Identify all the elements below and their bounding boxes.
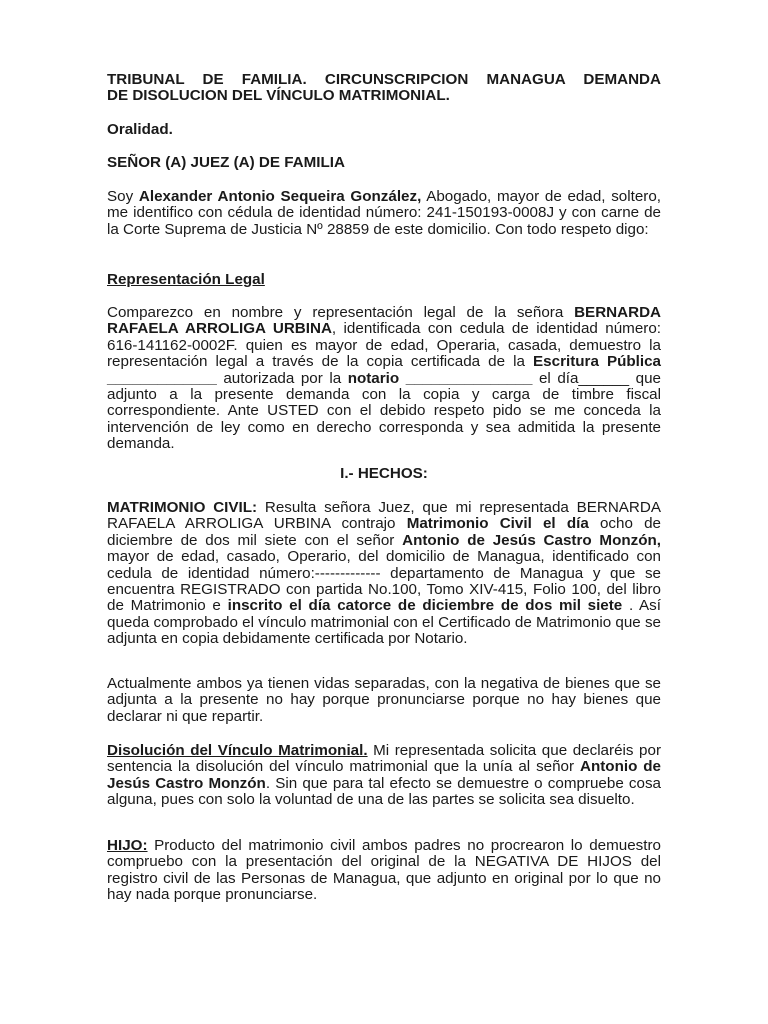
representacion-text-3: autorizada por la: [216, 369, 348, 387]
spouse-name: Antonio de Jesús Castro Monzón,: [402, 531, 661, 549]
representacion-paragraph: [107, 305, 661, 453]
matrimonio-paragraph: [107, 500, 661, 648]
inscription-date: inscrito el día catorce de diciembre de dos mil siete: [227, 597, 623, 615]
hijo-label: HIJO:: [107, 837, 148, 854]
representacion-text-4: el día______ que adjunto a la presente demanda con la copia y carga de timbre fiscal correspondiente. Ante USTED con el debido respeto pido se me conceda la intervención de ley como en derecho corresponda y sea admitida la presente demanda.: [107, 369, 661, 453]
intro-paragraph: [107, 189, 661, 238]
disolucion-text-2: . Sin que para tal efecto se demuestre o compruebe cosa alguna, pues con solo la voluntad de una de las partes se solicita sea disuelto.: [107, 774, 662, 809]
matrimonio-text-2: ocho de diciembre de dos mil siete con el señor: [107, 515, 661, 549]
matrimonio-bold-1: Matrimonio Civil el día: [406, 515, 589, 533]
hijo-paragraph: [107, 838, 661, 904]
intro-text-2: Abogado, mayor de edad, soltero, me identifico con cédula de identidad número: 241-150193-0008J y con carne de la Corte Suprema de Justicia Nº 28859 de este domicilio. Con todo respeto digo:: [107, 188, 662, 238]
hechos-heading: I.- HECHOS:: [340, 465, 428, 482]
oralidad-label: Oralidad.: [107, 121, 173, 138]
notario-field: notario _______________: [347, 369, 533, 387]
intro-text-1: Soy: [107, 188, 139, 205]
header-line-1: TRIBUNAL DE FAMILIA. CIRCUNSCRIPCION MANAGUA DEMANDA: [107, 71, 661, 88]
matrimonio-text-1: Resulta señora Juez, que mi representada BERNARDA RAFAELA ARROLIGA URBINA contrajo: [107, 499, 662, 533]
matrimonio-civil-label: MATRIMONIO CIVIL:: [107, 499, 258, 516]
document-header: [107, 72, 661, 105]
matrimonio-text-4: . Así queda comprobado el vínculo matrimonial con el Certificado de Matrimonio que se adjunta en copia debidamente certificada por Notario.: [107, 597, 661, 648]
matrimonio-text-3: mayor de edad, casado, Operario, del domicilio de Managua, identificado con cedula de identidad número:------------- departamento de Managua y que se encuentra REGISTRADO con partida No.100, Tomo XIV-415, Folio 100, del libro de Matrimonio e: [107, 548, 661, 615]
actualmente-paragraph: Actualmente ambos ya tienen vidas separadas, con la negativa de bienes que se adjunta a la presente no hay porque pronunciarse porque no hay bienes que declarar ni que repartir.: [107, 675, 661, 725]
representacion-text-1: Comparezco en nombre y representación legal de la señora: [107, 304, 575, 321]
disolucion-label: Disolución del Vínculo Matrimonial.: [107, 742, 368, 759]
hijo-text: Producto del matrimonio civil ambos padres no procrearon lo demuestro compruebo con la presentación del original de la NEGATIVA DE HIJOS del registro civil de las Personas de Managua, que adjunto en original por lo que no hay nada porque pronunciarse.: [107, 837, 661, 904]
escritura-publica: Escritura Pública _____________: [107, 353, 661, 387]
representacion-heading: Representación Legal: [107, 271, 265, 288]
spouse-name-2: Antonio de Jesús Castro Monzón: [107, 758, 662, 792]
client-name: BERNARDA RAFAELA ARROLIGA URBINA: [107, 304, 661, 338]
representacion-text-2: , identificada con cedula de identidad número: 616-141162-0002F. quien es mayor de edad, Operaria, casada, demuestro la representación legal a través de la copia certificada de la: [107, 320, 661, 371]
disolucion-paragraph: [107, 743, 661, 809]
lawyer-name: Alexander Antonio Sequeira González,: [138, 188, 422, 205]
disolucion-text-1: Mi representada solicita que declaréis por sentencia la disolución del vínculo matrimonial que la unía al señor: [107, 742, 661, 776]
header-line-2: DE DISOLUCION DEL VÍNCULO MATRIMONIAL.: [107, 87, 450, 105]
addressee: SEÑOR (A) JUEZ (A) DE FAMILIA: [107, 154, 345, 171]
